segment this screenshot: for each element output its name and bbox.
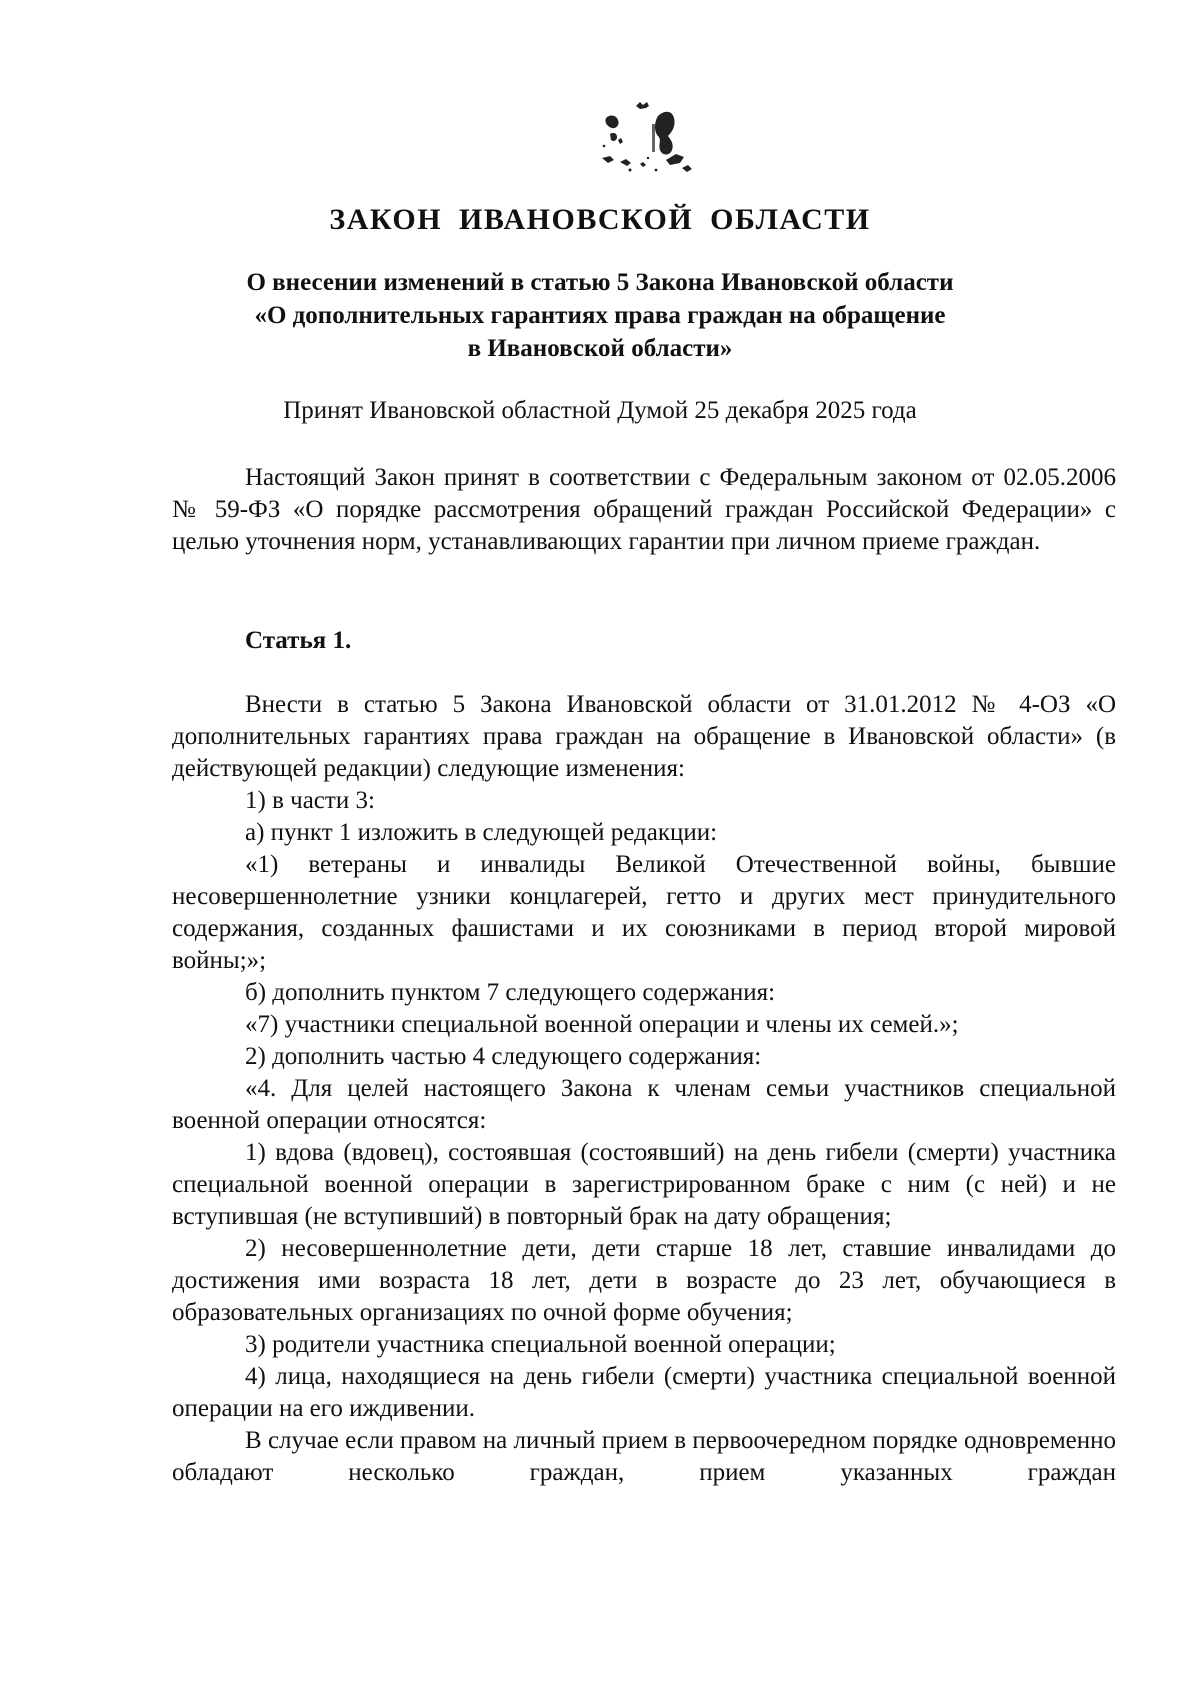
paragraph: В случае если правом на личный прием в первоочередном порядке одновременно обладают несколько граждан, прием указанных граждан <box>172 1427 1116 1486</box>
law-title: ЗАКОН ИВАНОВСКОЙ ОБЛАСТИ <box>329 203 871 236</box>
adoption-line: Принят Ивановской областной Думой 25 декабря 2025 года <box>283 397 917 424</box>
ivanovo-coat-of-arms-icon <box>596 100 706 182</box>
paragraph: а) пункт 1 изложить в следующей редакции: <box>245 819 718 846</box>
article-body <box>172 689 1116 1489</box>
paragraph: 2) дополнить частью 4 следующего содержания: <box>245 1043 762 1070</box>
paragraph: 1) в части 3: <box>245 787 375 814</box>
preamble <box>172 462 1116 558</box>
law-subtitle <box>120 266 1080 365</box>
paragraph: 1) вдова (вдовец), состоявшая (состоявший) на день гибели (смерти) участника специальной военной операции в зарегистрированном браке с ним (с ней) и не вступившая (не вступивший) в повторный брак на дату обращения; <box>172 1139 1116 1230</box>
paragraph: Внести в статью 5 Закона Ивановской области от 31.01.2012 № 4-ОЗ «О дополнительных гарантиях права граждан на обращение в Ивановской области» (в действующей редакции) следующие изменения: <box>172 691 1116 782</box>
paragraph: «7) участники специальной военной операции и члены их семей.»; <box>245 1011 959 1038</box>
paragraph: 3) родители участника специальной военной операции; <box>245 1331 836 1358</box>
subtitle-line: «О дополнительных гарантиях права граждан на обращение <box>254 302 946 329</box>
subtitle-line: О внесении изменений в статью 5 Закона Ивановской области <box>246 269 954 296</box>
preamble-paragraph: Настоящий Закон принят в соответствии с Федеральным законом от 02.05.2006 № 59-ФЗ «О порядке рассмотрения обращений граждан Российской Федерации» с целью уточнения норм, устанавливающих гарантии при личном приеме граждан. <box>172 464 1116 555</box>
subtitle-line: в Ивановской области» <box>467 335 733 362</box>
paragraph: 2) несовершеннолетние дети, дети старше 18 лет, ставшие инвалидами до достижения ими возраста 18 лет, дети в возрасте до 23 лет, обучающиеся в образовательных организациях по очной форме обучения; <box>172 1235 1116 1326</box>
paragraph: б) дополнить пунктом 7 следующего содержания: <box>245 979 776 1006</box>
paragraph: 4) лица, находящиеся на день гибели (смерти) участника специальной военной операции на его иждивении. <box>172 1363 1116 1422</box>
article-heading: Статья 1. <box>245 627 352 654</box>
paragraph: «1) ветераны и инвалиды Великой Отечественной войны, бывшие несовершеннолетние узники концлагерей, гетто и других мест принудительного содержания, созданных фашистами и их союзниками в период второй мировой войны;»; <box>172 851 1116 974</box>
paragraph: «4. Для целей настоящего Закона к членам семьи участников специальной военной операции относятся: <box>172 1075 1116 1134</box>
